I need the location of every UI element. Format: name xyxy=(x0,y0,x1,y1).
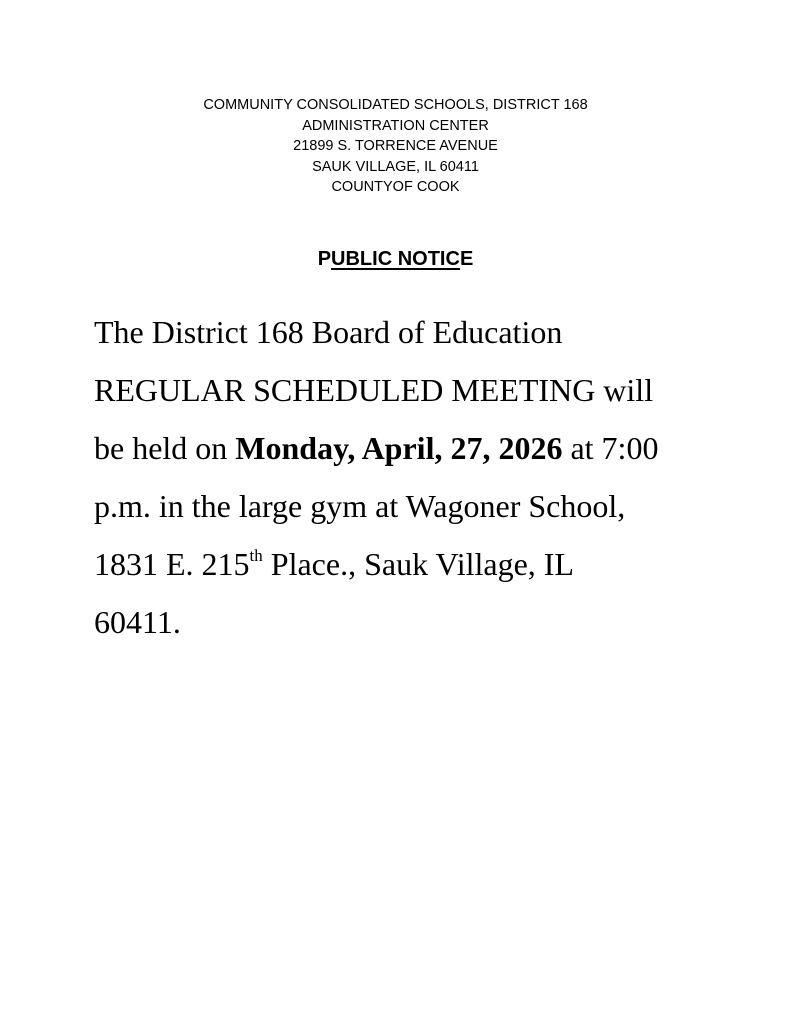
address-rest: Place., Sauk Village, IL xyxy=(262,546,574,582)
city-state-zip: SAUK VILLAGE, IL 60411 xyxy=(312,158,479,175)
meeting-date: Monday, April, 27, 2026 xyxy=(235,430,563,466)
office-name: ADMINISTRATION CENTER xyxy=(302,117,489,134)
body-line-3 xyxy=(94,419,734,477)
letterhead xyxy=(0,95,791,198)
title-underlined: UBLIC NOTIC xyxy=(331,248,460,270)
body-line-5 xyxy=(94,535,734,593)
public-notice-title xyxy=(0,245,791,273)
street-address: 21899 S. TORRENCE AVENUE xyxy=(293,138,498,154)
title-last-letter: E xyxy=(459,248,474,270)
address-number: 1831 E. 215 xyxy=(94,546,250,582)
held-on-text: be held on xyxy=(94,430,236,466)
meeting-time-text: at 7:00 xyxy=(562,430,659,466)
body-line-4: p.m. in the large gym at Wagoner School, xyxy=(94,488,626,524)
notice-body xyxy=(94,303,734,651)
body-line-1: The District 168 Board of Education xyxy=(94,314,563,350)
title-first-letter: P xyxy=(317,248,332,270)
ordinal-suffix: th xyxy=(249,546,263,565)
district-name: COMMUNITY CONSOLIDATED SCHOOLS, DISTRICT 168 xyxy=(203,97,588,113)
body-line-6: 60411. xyxy=(94,604,181,640)
county: COUNTYOF COOK xyxy=(331,179,460,195)
body-line-2: REGULAR SCHEDULED MEETING will xyxy=(94,372,654,408)
